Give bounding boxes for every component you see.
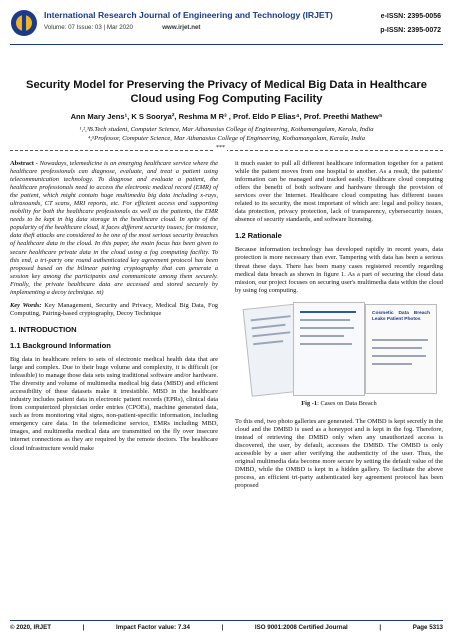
affiliations (10, 126, 443, 143)
issn-block (380, 10, 441, 38)
abstract-label: Abstract - (10, 160, 38, 167)
footer-iso: ISO 9001:2008 Certified Journal (254, 624, 348, 631)
eissn: e-ISSN: 2395-0056 (380, 13, 441, 20)
rationale-paragraph: Because information technology has developed rapidly in recent years, data protection is more necessary than ever. Tampering with data has been a serious threat these days. There has been many cases registered recently regarding medical data breach as shown in figure 1. As a part of securing the cloud data mission, our project focuses on securing user's multimedia data within the cloud by using fog computing. (235, 246, 443, 294)
figure-label: Fig -1 (301, 399, 318, 407)
left-column (10, 160, 218, 458)
page-footer (10, 624, 443, 631)
right-column (235, 160, 443, 495)
paper-authors: Ann Mary Jens¹, K S Soorya², Reshma M R³ , Prof. Eldo P Elias⁴, Prof. Preethi Mathew⁵ (70, 112, 383, 121)
affiliation-professors: ⁴,⁵Professor, Computer Science, Mar Athanasius College of Engineering, Kothamangalam, Kerala, India (87, 134, 366, 142)
footer-copyright: © 2020, IRJET (10, 624, 52, 631)
footer-sep: | (221, 624, 224, 631)
paper-title: Security Model for Preserving the Privacy of Medical Big Data in Healthcare Cloud using Fog Computing Facility (25, 79, 427, 105)
figure-caption-text: : Cases on Data Breach (317, 399, 377, 407)
cloud-paragraph: it much easier to pull all different healthcare information together for a patient while the patient moves from one hospital to another. As a result, the patients' information can be managed and tracked easily. Healthcare cloud computing offers the benefit of both software and hardware through the provision of services over the Internet. Healthcare cloud computing has different issues related to its security, the most important of which are: legal and policy issues, data protection, privacy protection, lack of transparency, cybersecurity issues, absence of security standards, and software licensing. (235, 160, 443, 224)
figure-data-breach (235, 300, 443, 398)
journal-website[interactable]: www.irjet.net (162, 24, 201, 31)
figure-headline: Cosmetic Data Breach Leaks Patient Photos (372, 310, 430, 322)
section-introduction-heading: 1. INTRODUCTION (10, 324, 77, 334)
separator-stars: *** (216, 145, 225, 151)
journal-title: International Research Journal of Engineering and Technology (IRJET) (44, 10, 333, 20)
footer-sep: | (379, 624, 382, 631)
gallery-paragraph: To this end, two photo galleries are generated. The OMBD is kept secretly in the cloud and the DMBD is used as a honeypot and is kept in the fog. Therefore, instead of retrieving the DMBD only when any unauthorized access is discovered, the user, by default, accesses the DMBD. The OMBD is only accessible by a user after verifying the authenticity of the user. Thus, the original multimedia data become more secure by setting the default value of the DMBD, while the OMBD is kept in a hidden gallery. To facilitate the above process, an efficient tri-party authenticated key agreement protocol has been proposed (235, 417, 443, 490)
pissn: p-ISSN: 2395-0072 (380, 27, 441, 34)
footer-impact-factor: Impact Factor value: 7.34 (115, 624, 190, 631)
abstract-text: Nowadays, telemedicine is an emerging healthcare service where the healthcare professionals can diagnose, evaluate, and treat a patient using telecommunication technology. To diagnose and evaluate a patient, the healthcare professionals need to access the electronic medical record (EMR) of the patient, which might contain huge multimedia big data including x-rays, ultrasounds, CT scans, MRI reports, etc. For efficient access and supporting mobility for both the healthcare professionals as well as the patients, the EMR needs to be kept in big data storage in the healthcare cloud. In spite of the popularity of the healthcare cloud, it faces different security issues; for instance, data theft attacks are considered to be one of the most serious security breaches of healthcare data in the cloud. In this paper, the main focus has been given to secure healthcare private data in the cloud using a fog computing facility. To this end, a tri-party one round authenticated key agreement protocol has been proposed based on the bilinear pairing cryptography that can generate a session key among the participants and communicate among them securely. Finally, the private healthcare data are accessed and stored securely by implementing a decoy technique. nt) (10, 160, 218, 296)
figure-article-card (365, 304, 437, 394)
footer-rule (10, 620, 443, 621)
journal-volume-line (44, 24, 201, 31)
header-rule (10, 44, 443, 45)
journal-header (10, 8, 443, 42)
keywords-label: Key Words: (10, 301, 42, 309)
background-paragraph: Big data in healthcare refers to sets of electronic medical health data that are large and complex. Due to their huge volume and complexity, it is difficult (or infeasible) to manage those data sets using traditional software and/or hardware. The diversity and volume of multimedia medical big data (MBD) and efficient accessibility of these datasets make it irresistible. MBD in the healthcare industry includes patient data in electronic patient records (EPRs), clinical data from computerized physician order entries (CPOEs), machine generated data, such as from monitoring vital signs, non-patient-specific information, including emergency care data. In the telemedicine service, EMRs including MBD, images, and multimedia medical data are transmitted on the fly over insecure internet connections as they are required by the remote doctors. The healthcare cloud infrastructure would make (10, 355, 218, 452)
keywords-text: Key Management, Security and Privacy, Medical Big Data, Fog Computing, Pairing-based cryptography, Decoy Technique (10, 301, 219, 317)
section-background-heading: 1.1 Background Information (10, 340, 111, 350)
figure-article-card (293, 302, 365, 396)
volume-issue: Volume: 07 Issue: 03 | Mar 2020 (44, 24, 133, 31)
affiliation-students: ¹,²,³B.Tech student, Computer Science, Mar Athanasius College of Engineering, Kothamangalam, Kerala, India (79, 126, 374, 133)
abstract (10, 160, 218, 297)
section-rationale-heading: 1.2 Rationale (235, 231, 282, 241)
figure-caption (235, 400, 443, 408)
footer-sep: | (82, 624, 85, 631)
keywords (10, 302, 218, 318)
irjet-logo (10, 8, 38, 38)
footer-page-number: Page 5313 (412, 624, 443, 631)
